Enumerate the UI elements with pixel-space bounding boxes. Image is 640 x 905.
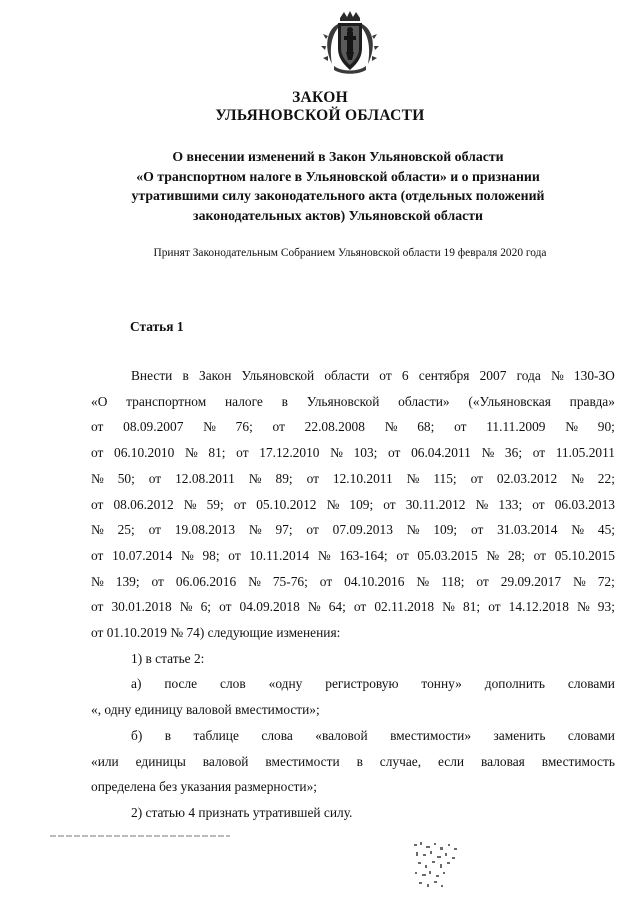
word: валовой	[202, 753, 249, 769]
article-body	[91, 363, 615, 826]
word: №	[550, 368, 564, 383]
word: Ульяновской	[306, 393, 380, 409]
body-line	[91, 466, 615, 492]
word: б)	[131, 727, 143, 743]
word: №	[406, 470, 420, 486]
body-line	[91, 723, 615, 749]
word: 93;	[597, 599, 615, 615]
word: №	[481, 445, 495, 461]
word: Внести	[131, 368, 173, 383]
word: №	[442, 599, 455, 615]
word: 12.08.2011	[175, 470, 235, 486]
body-line	[91, 492, 615, 518]
subject-line: О внесении изменений в Закон Ульяновской области	[172, 149, 504, 164]
word: вместимости	[265, 753, 340, 769]
word: №	[571, 522, 585, 538]
word: от	[91, 445, 104, 461]
word: 28;	[507, 547, 525, 563]
word: 139;	[115, 573, 140, 589]
word: «О	[91, 393, 108, 409]
word: валовая	[480, 753, 525, 769]
word: «или	[91, 753, 119, 769]
word: единицы	[135, 753, 186, 769]
word: дополнить	[484, 676, 545, 692]
word: 81;	[208, 445, 226, 461]
word: №	[384, 419, 398, 435]
word: 6;	[200, 599, 212, 615]
adoption-note-text: Принят Законодательным Собранием Ульяновской области 19 февраля 2020 года	[153, 247, 547, 259]
body-line	[91, 517, 615, 543]
subject-line: законодательных актов) Ульяновской области	[193, 207, 483, 223]
body-line	[91, 671, 615, 697]
word: случае,	[379, 753, 422, 769]
word: «одну	[268, 676, 303, 692]
word: 06.03.2013	[554, 496, 615, 512]
word: 109;	[433, 522, 458, 538]
word: №	[486, 547, 500, 563]
word: 02.11.2018	[374, 599, 435, 615]
word: 64;	[328, 599, 346, 615]
subject-line: «О транспортном налоге в Ульяновской области» и о признании	[136, 168, 540, 184]
word: 22;	[597, 470, 615, 486]
word: от	[379, 368, 392, 383]
word: («Ульяновская	[468, 393, 551, 409]
word: 97;	[275, 522, 293, 538]
word: 08.06.2012	[113, 496, 174, 512]
word: №	[184, 445, 198, 461]
word: 36;	[504, 445, 523, 461]
subject-line: утратившими силу законодательного акта (отдельных положений	[131, 188, 545, 203]
word: 11.05.2011	[555, 445, 615, 461]
body-line: от 01.10.2019 № 74) следующие изменения:	[91, 625, 341, 641]
word: №	[203, 419, 216, 435]
word: 05.03.2015	[417, 547, 478, 563]
word: от	[533, 547, 546, 563]
word: от	[148, 522, 161, 538]
word: 12.10.2011	[332, 470, 393, 486]
word: 133;	[498, 496, 523, 512]
word: 04.09.2018	[239, 599, 300, 615]
word: Ульяновской	[241, 368, 315, 383]
word: 10.11.2014	[249, 547, 310, 563]
word: №	[565, 419, 579, 435]
word: от	[151, 573, 164, 589]
word: 30.01.2018	[111, 599, 172, 615]
body-line: «, одну единицу валовой вместимости»;	[91, 702, 320, 718]
word: от	[228, 547, 241, 563]
word: 11.11.2009	[486, 419, 546, 435]
word: 89;	[275, 470, 293, 486]
word: 163-164;	[339, 547, 388, 563]
word: №	[571, 470, 584, 486]
coat-of-arms-emblem	[316, 10, 384, 76]
word: от	[272, 419, 285, 435]
word: №	[416, 573, 430, 589]
word: 05.10.2012	[256, 496, 317, 512]
word: заменить	[493, 727, 546, 743]
word: если	[438, 753, 465, 769]
body-line	[91, 594, 615, 620]
body-line: 1) в статье 2:	[131, 650, 205, 666]
word: 72;	[597, 573, 615, 589]
word: 130-ЗО	[573, 368, 615, 383]
word: от	[353, 599, 367, 615]
word: слов	[220, 676, 246, 692]
word: 14.12.2018	[508, 599, 569, 615]
law-subject	[100, 147, 576, 225]
word: Закон	[199, 368, 232, 383]
word: от	[219, 599, 232, 615]
word: 103;	[353, 445, 378, 461]
word: 75-76;	[272, 573, 308, 589]
word: от	[319, 573, 333, 589]
word: №	[317, 547, 331, 563]
word: 68;	[417, 419, 435, 435]
word: от	[532, 445, 546, 461]
word: 50;	[117, 470, 135, 486]
word: налоге	[224, 393, 263, 409]
word: от	[454, 419, 467, 435]
word: от	[306, 522, 319, 538]
word: регистровую	[325, 676, 399, 692]
body-line	[91, 363, 615, 389]
word: от	[388, 445, 401, 461]
word: №	[475, 496, 489, 512]
body-line	[91, 389, 615, 415]
stamp-mark	[410, 838, 470, 893]
word: №	[307, 599, 321, 615]
word: от	[470, 522, 484, 538]
word: №	[248, 573, 261, 589]
word: №	[406, 522, 420, 538]
word: от	[396, 547, 409, 563]
word: от	[91, 547, 104, 563]
word: 81;	[463, 599, 481, 615]
word: транспортном	[126, 393, 207, 409]
body-line: 2) статью 4 признать утратившей силу.	[131, 804, 353, 820]
word: от	[532, 496, 545, 512]
word: 10.07.2014	[112, 547, 173, 563]
word: 109;	[349, 496, 374, 512]
word: а)	[131, 676, 142, 692]
word: 06.10.2010	[114, 445, 175, 461]
word: №	[248, 522, 262, 538]
law-title-line2: УЛЬЯНОВСКОЙ ОБЛАСТИ	[215, 107, 425, 124]
body-line	[91, 569, 615, 595]
adoption-note	[0, 245, 640, 261]
word: от	[148, 470, 162, 486]
footer-rule	[50, 835, 230, 837]
word: 22.08.2008	[304, 419, 365, 435]
word: от	[306, 470, 319, 486]
word: от	[91, 496, 104, 512]
word: от	[91, 419, 104, 435]
word: от	[233, 496, 247, 512]
word: 59;	[206, 496, 224, 512]
word: №	[572, 573, 586, 589]
body-line	[91, 543, 615, 569]
word: 98;	[202, 547, 220, 563]
word: №	[91, 522, 104, 538]
word: 04.10.2016	[344, 573, 405, 589]
word: вместимости»	[390, 727, 472, 743]
word: 2007	[479, 368, 507, 383]
word: от	[91, 599, 104, 615]
body-line	[91, 749, 615, 775]
word: №	[181, 547, 194, 563]
word: 118;	[441, 573, 465, 589]
word: от	[470, 470, 483, 486]
word: 25;	[117, 522, 135, 538]
word: словами	[567, 727, 615, 743]
word: 31.03.2014	[497, 522, 558, 538]
word: №	[183, 496, 197, 512]
word: 45;	[597, 522, 615, 538]
word: №	[326, 496, 340, 512]
word: в	[164, 727, 172, 743]
word: вместимость	[541, 753, 615, 769]
word: в	[182, 368, 189, 383]
law-title-line1: ЗАКОН	[292, 89, 348, 106]
word: 19.08.2013	[174, 522, 236, 538]
word: 08.09.2007	[123, 419, 184, 435]
word: после	[164, 676, 198, 692]
word: года	[516, 368, 541, 383]
word: 06.04.2011	[411, 445, 471, 461]
word: 30.11.2012	[405, 496, 466, 512]
word: №	[576, 599, 590, 615]
body-line	[91, 440, 615, 466]
word: 90;	[597, 419, 615, 435]
word: «валовой	[315, 727, 368, 743]
word: правда»	[569, 393, 615, 409]
word: 6	[401, 368, 409, 383]
word: 17.12.2010	[259, 445, 320, 461]
word: 02.03.2012	[496, 470, 558, 486]
word: №	[248, 470, 262, 486]
word: слова	[261, 727, 293, 743]
law-title	[0, 89, 640, 125]
word: в	[281, 393, 288, 409]
word: тонну»	[421, 676, 462, 692]
word: 115;	[433, 470, 457, 486]
word: 29.09.2017	[500, 573, 562, 589]
word: в	[356, 753, 363, 769]
word: от	[476, 573, 489, 589]
word: сентября	[418, 368, 470, 383]
word: от	[383, 496, 396, 512]
word: области»	[398, 393, 450, 409]
word: 05.10.2015	[554, 547, 615, 563]
word: таблице	[193, 727, 239, 743]
word: 06.06.2016	[175, 573, 237, 589]
body-line	[91, 414, 615, 440]
article-title: Статья 1	[130, 319, 184, 334]
word: области	[324, 368, 370, 383]
word: №	[330, 445, 343, 461]
word: №	[179, 599, 193, 615]
word: 76;	[235, 419, 253, 435]
word: словами	[567, 676, 615, 692]
word: №	[91, 573, 104, 589]
word: от	[488, 599, 501, 615]
body-line: определена без указания размерности»;	[91, 779, 317, 795]
word: 07.09.2013	[332, 522, 393, 538]
word: №	[91, 470, 104, 486]
word: от	[236, 445, 249, 461]
